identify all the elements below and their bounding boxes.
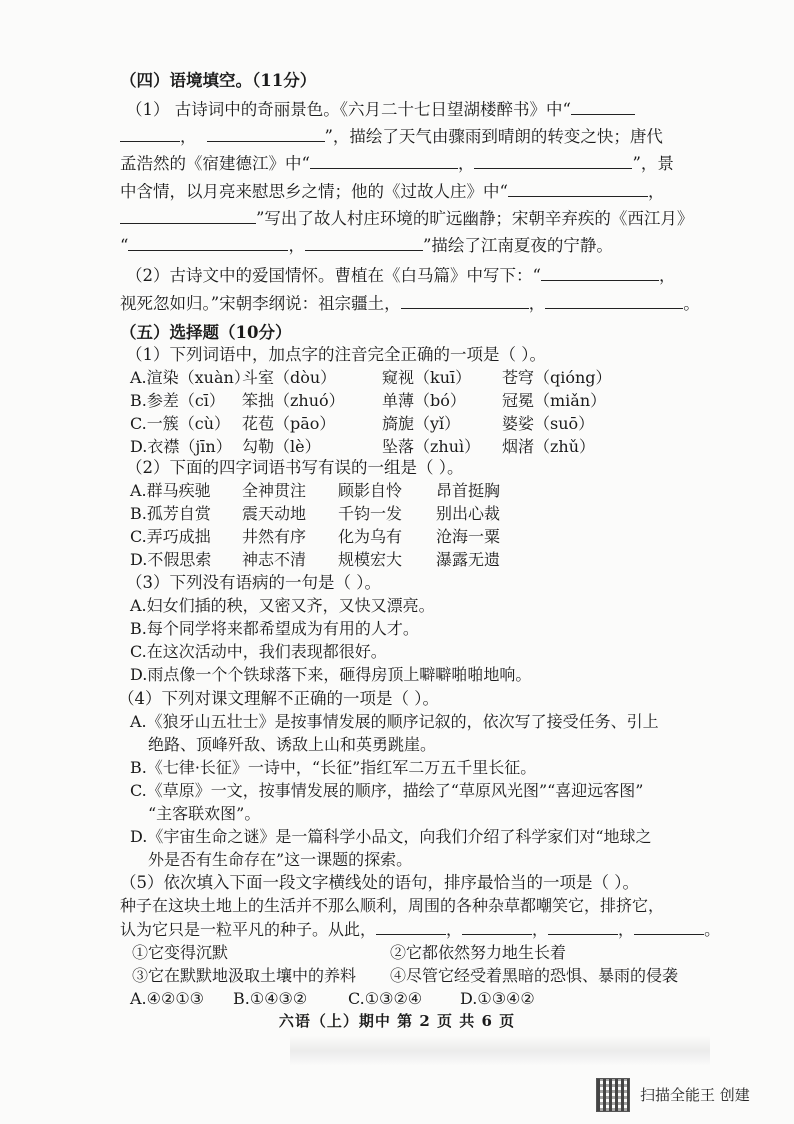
s4-q1-line4 — [120, 180, 720, 203]
s5-q4-line: A.《狼牙山五壮士》是按事情发展的顺序记叙的，依次写了接受任务、引上 — [130, 712, 659, 731]
answer-choice-b: B.①④③② — [233, 989, 308, 1008]
s5-q2-stem: （2）下面的四字词语书写有误的一组是（ ）。 — [126, 458, 464, 477]
qr-code-icon — [596, 1078, 630, 1112]
answer-choice-c: C.①③②④ — [348, 989, 423, 1008]
s4-q1-line3 — [120, 152, 720, 175]
s5-q2-cell: 顾影自怜 — [338, 481, 403, 500]
s5-q1-cell: 烟渚（zhǔ） — [502, 437, 596, 456]
watermark-text: 扫描全能王 创建 — [640, 1086, 750, 1104]
s4-q1-line6 — [120, 234, 720, 257]
s5-q3-option-a: A.妇女们插的秧，又密又齐，又快又漂亮。 — [130, 596, 435, 615]
s5-q2-cell: 震天动地 — [242, 504, 307, 523]
text: ， — [528, 294, 546, 313]
answer-blank[interactable] — [541, 264, 659, 281]
s5-q2-cell: B.孤芳自赏 — [130, 504, 211, 523]
text: （1） 古诗词中的奇丽景色。《六月二十七日望湖楼醉书》中“ — [126, 100, 571, 119]
answer-blank[interactable] — [545, 292, 683, 309]
s5-q2-cell: C.弄巧成拙 — [130, 527, 211, 546]
s5-q2-cell: 千钧一发 — [338, 504, 403, 523]
text: “ — [120, 236, 129, 255]
s5-q5-passage — [120, 918, 720, 941]
page-footer: 六语（上）期中 第 2 页 共 6 页 — [278, 1012, 516, 1030]
s5-q3-option-d: D.雨点像一个个铁球落下来，砸得房顶上噼噼啪啪地响。 — [130, 665, 532, 684]
s5-q1-cell: 苍穹（qióng） — [502, 368, 612, 387]
s5-q2-cell: A.群马疾驰 — [130, 481, 211, 500]
s5-q1-cell: 窥视（kuī） — [382, 368, 472, 387]
s5-q1-cell: B.参差（cī） — [130, 391, 225, 410]
answer-blank[interactable] — [305, 234, 423, 251]
s5-q1-cell: 勾勒（lè） — [242, 437, 321, 456]
answer-blank[interactable] — [207, 125, 325, 142]
scanner-watermark — [596, 1078, 786, 1112]
text: ， — [618, 920, 635, 939]
text: ， — [647, 182, 665, 201]
s5-q1-cell: 婆娑（suō） — [502, 414, 595, 433]
section4-heading: （四）语境填空。（11分） — [120, 71, 317, 90]
s5-q2-cell: 沧海一粟 — [436, 527, 501, 546]
s5-q2-cell: 神志不清 — [242, 550, 307, 569]
s5-q4-stem: （4）下列对课文理解不正确的一项是（ ）。 — [118, 689, 439, 708]
text: 孟浩然的《宿建德江》中“ — [120, 154, 310, 173]
s5-q1-cell: A.渲染（xuàn） — [130, 368, 250, 387]
s5-q4-line: C.《草原》一文，按事情发展的顺序，描绘了“草原风光图”“喜迎远客图” — [130, 781, 644, 800]
s5-q3-stem: （3）下列没有语病的一句是（ ）。 — [126, 573, 381, 592]
s4-q2-line2 — [120, 292, 720, 315]
text: 视死忽如归。”宋朝李纲说：祖宗疆土， — [120, 294, 401, 313]
text: （2）古诗文中的爱国情怀。曹植在《白马篇》中写下：“ — [126, 266, 541, 285]
answer-blank[interactable] — [508, 180, 648, 197]
s5-q1-cell: 冠冕（miǎn） — [502, 391, 607, 410]
opt: ①它变得沉默 — [132, 943, 229, 962]
answer-blank[interactable] — [401, 292, 529, 309]
s5-q2-cell: D.不假思索 — [130, 550, 212, 569]
s5-q2-cell: 井然有序 — [242, 527, 307, 546]
text: ， — [457, 154, 475, 173]
answer-blank[interactable] — [474, 152, 632, 169]
s4-q1-line5 — [120, 207, 720, 230]
s5-q3-option-b: B.每个同学将来都希望成为有用的人才。 — [130, 619, 419, 638]
text: 中含情，以月亮来慰思乡之情；他的《过故人庄》中“ — [120, 182, 508, 201]
s5-q1-cell: 花苞（pāo） — [242, 414, 336, 433]
s5-q4-line: 绝路、顶峰歼敌、诱敌上山和英勇跳崖。 — [148, 735, 437, 754]
s5-q1-cell: 旖旎（yǐ） — [382, 414, 461, 433]
answer-blank[interactable] — [120, 125, 180, 142]
scan-shadow — [290, 1036, 710, 1066]
answer-blank[interactable] — [571, 98, 635, 115]
answer-choice-d: D.①③④② — [460, 989, 535, 1008]
s5-q1-cell: D.衣襟（jīn） — [130, 437, 232, 456]
opt: ③它在默默地汲取土壤中的养料 — [132, 966, 357, 985]
answer-blank[interactable] — [548, 918, 618, 935]
text: ， — [446, 920, 463, 939]
s5-q2-cell: 昂首挺胸 — [436, 481, 501, 500]
s5-q3-option-c: C.在这次活动中，我们表现都很好。 — [130, 642, 387, 661]
text: 。 — [683, 294, 700, 313]
answer-blank[interactable] — [376, 918, 446, 935]
opt: ④尽管它经受着黑暗的恐惧、暴雨的侵袭 — [390, 966, 679, 985]
s5-q1-stem: （1）下列词语中，加点字的注音完全正确的一项是（ ）。 — [126, 345, 546, 364]
answer-blank[interactable] — [634, 918, 704, 935]
text: ， — [288, 236, 305, 255]
s5-q1-cell: 坠落（zhuì） — [382, 437, 481, 456]
s5-q1-cell: 单薄（bó） — [382, 391, 466, 410]
text: 认为它只是一粒平凡的种子。从此， — [120, 920, 377, 939]
answer-choice-a: A.④②①③ — [130, 989, 205, 1008]
s4-q1-line1 — [126, 98, 726, 121]
text: ”写出了故人村庄环境的旷远幽静；宋朝辛弃疾的《西江月》 — [256, 209, 694, 228]
s5-q1-cell: C.一簇（cù） — [130, 414, 231, 433]
answer-blank[interactable] — [128, 234, 288, 251]
s5-q2-cell: 瀑露无遗 — [436, 550, 501, 569]
s5-q2-cell: 别出心裁 — [436, 504, 501, 523]
s5-q5-passage: 种子在这块土地上的生活并不那么顺利，周围的各种杂草都嘲笑它，排挤它， — [120, 896, 665, 915]
section5-heading: （五）选择题（10分） — [120, 323, 292, 342]
s5-q4-line: “主客联欢图”。 — [148, 804, 261, 823]
s5-q5-stem: （5）依次填入下面一段文字横线处的语句，排序最恰当的一项是（ ）。 — [120, 873, 639, 892]
s5-q4-line: D.《宇宙生命之谜》是一篇科学小品文，向我们介绍了科学家们对“地球之 — [130, 827, 652, 846]
s5-q2-cell: 全神贯注 — [242, 481, 307, 500]
s5-q2-cell: 化为乌有 — [338, 527, 403, 546]
s4-q1-line2 — [120, 125, 720, 148]
text: ， — [658, 266, 676, 285]
answer-blank[interactable] — [462, 918, 532, 935]
s5-q1-cell: 斗室（dòu） — [242, 368, 337, 387]
text: ”，景 — [632, 154, 674, 173]
text: ”描绘了江南夏夜的宁静。 — [422, 236, 613, 255]
text: ”，描绘了天气由骤雨到晴朗的转变之快；唐代 — [324, 127, 663, 146]
s4-q2-line1 — [126, 264, 726, 287]
text: ， — [180, 127, 197, 146]
s5-q2-cell: 规模宏大 — [338, 550, 403, 569]
opt: ②它都依然努力地生长着 — [390, 943, 567, 962]
s5-q4-line: B.《七律·长征》一诗中，“长征”指红军二万五千里长征。 — [130, 758, 537, 777]
s5-q4-line: 外是否有生命存在”这一课题的探索。 — [148, 850, 413, 869]
text: ， — [532, 920, 549, 939]
text: 。 — [704, 920, 721, 939]
answer-blank[interactable] — [120, 207, 256, 224]
answer-blank[interactable] — [310, 152, 458, 169]
s5-q1-cell: 笨拙（zhuó） — [242, 391, 345, 410]
